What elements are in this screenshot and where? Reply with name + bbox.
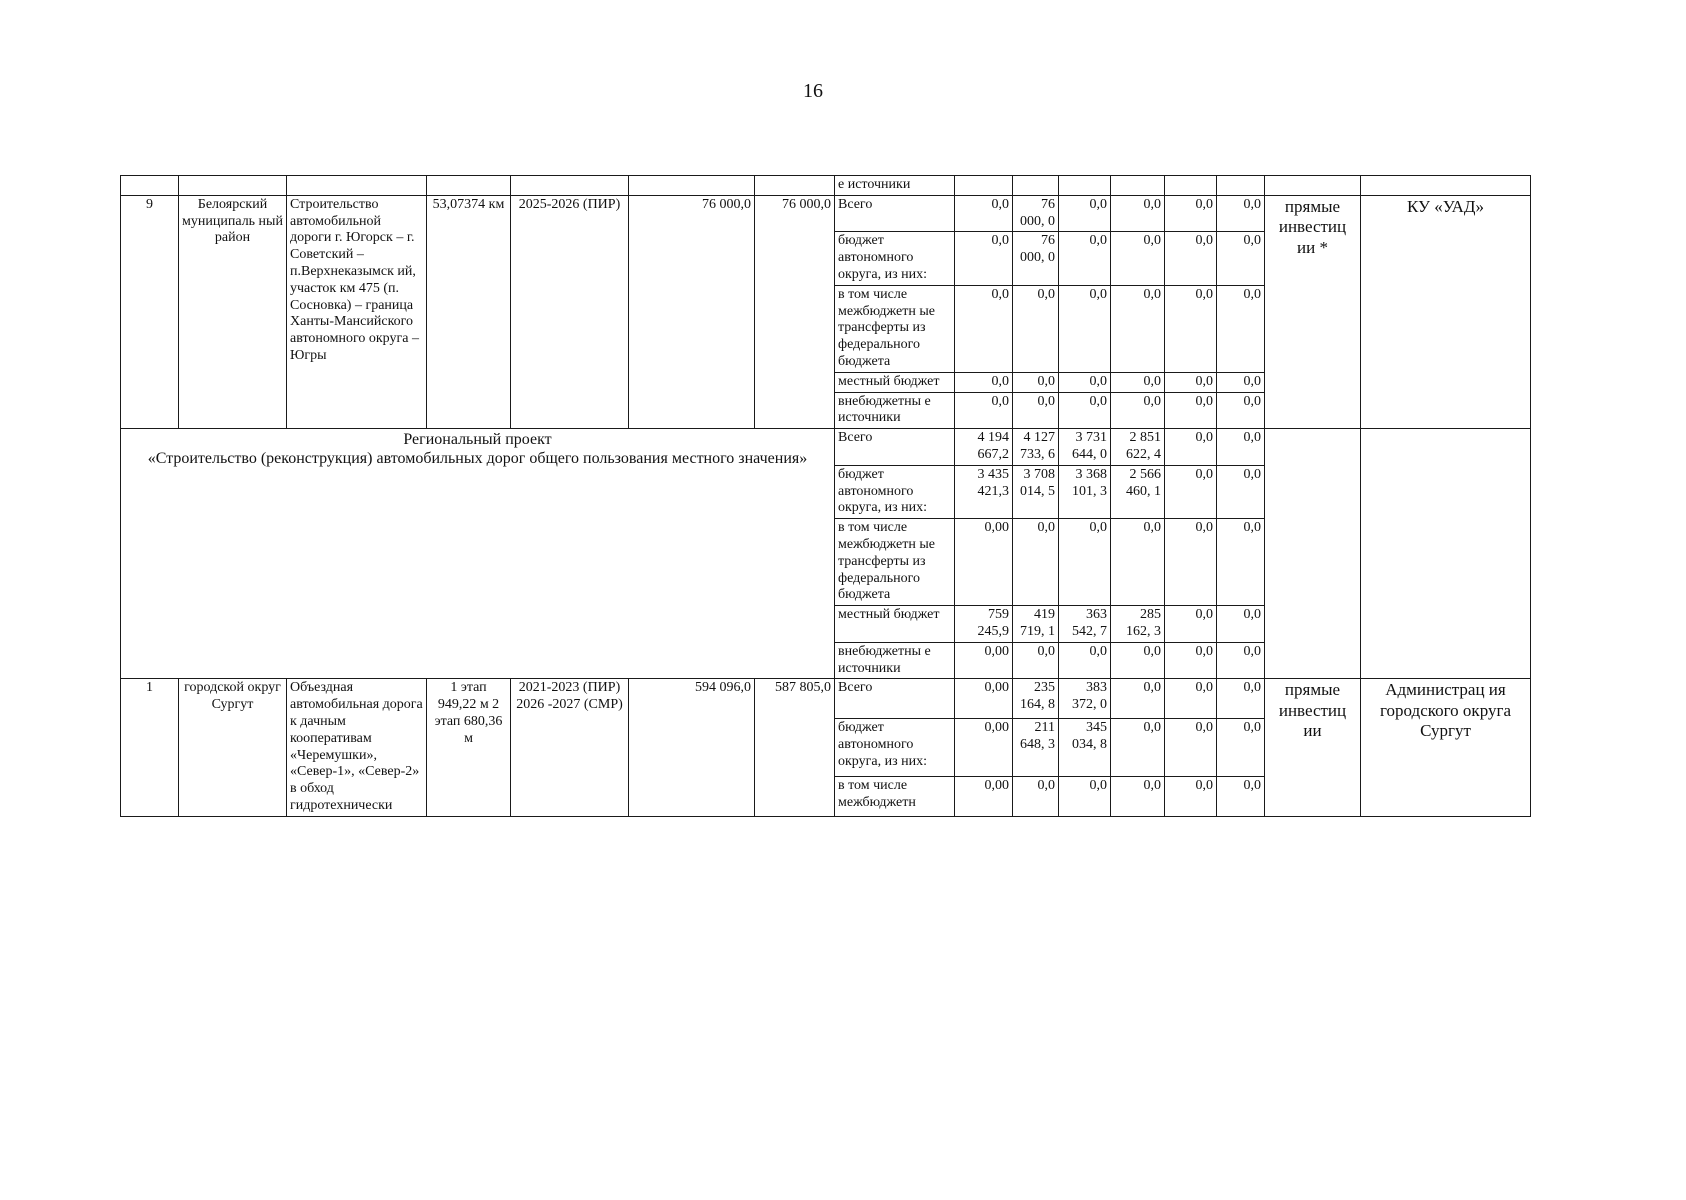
row9-source-total	[121, 195, 1531, 232]
value-cell: 235 164, 8	[1013, 679, 1059, 719]
source-label: бюджет автономного округа, из них:	[835, 719, 955, 777]
value-cell: 0,0	[1059, 372, 1111, 392]
value-cell: 0,0	[1111, 679, 1165, 719]
page-number: 16	[803, 80, 823, 102]
remaining-cost: 76 000,0	[755, 195, 835, 428]
source-label: внебюджетны е источники	[835, 392, 955, 429]
value-cell: 0,0	[1217, 429, 1265, 466]
value-cell: 0,0	[1165, 285, 1217, 372]
value-cell: 2 566 460, 1	[1111, 465, 1165, 518]
value-cell: 0,0	[1059, 776, 1111, 816]
value-cell: 0,0	[1217, 776, 1265, 816]
value-cell: 383 372, 0	[1059, 679, 1111, 719]
value-cell: 0,0	[1217, 679, 1265, 719]
value-cell: 363 542, 7	[1059, 606, 1111, 643]
continuation-row	[121, 176, 1531, 196]
value-cell: 0,0	[1217, 285, 1265, 372]
value-cell: 0,0	[1165, 719, 1217, 777]
value-cell: 419 719, 1	[1013, 606, 1059, 643]
value-cell: 0,0	[1217, 195, 1265, 232]
value-cell: 0,0	[955, 195, 1013, 232]
value-cell: 0,0	[1217, 519, 1265, 606]
source-label: Всего	[835, 679, 955, 719]
value-cell: 0,0	[1059, 392, 1111, 429]
value-cell: 0,0	[1165, 429, 1217, 466]
value-cell: 0,0	[1165, 195, 1217, 232]
value-cell: 0,0	[1111, 232, 1165, 285]
value-cell: 0,0	[1217, 372, 1265, 392]
source-label: местный бюджет	[835, 606, 955, 643]
remaining-cost: 587 805,0	[755, 679, 835, 816]
source-label: е источники	[835, 176, 955, 196]
row1-source-total	[121, 679, 1531, 719]
object-name: Объездная автомобильная дорога к дачным кооперативам «Черемушки», «Север-1», «Север-2» в обход гидротехнически	[287, 679, 427, 816]
period: 2021-2023 (ПИР) 2026 -2027 (СМР)	[511, 679, 629, 816]
total-cost: 76 000,0	[629, 195, 755, 428]
value-cell: 0,0	[1013, 285, 1059, 372]
value-cell: 0,0	[1059, 232, 1111, 285]
value-cell: 0,0	[1217, 232, 1265, 285]
value-cell: 0,0	[955, 392, 1013, 429]
value-cell: 0,0	[1165, 776, 1217, 816]
value-cell: 285 162, 3	[1111, 606, 1165, 643]
value-cell: 211 648, 3	[1013, 719, 1059, 777]
municipality: Белоярский муниципаль ный район	[179, 195, 287, 428]
value-cell: 0,00	[955, 776, 1013, 816]
value-cell: 0,00	[955, 642, 1013, 679]
value-cell: 76 000, 0	[1013, 195, 1059, 232]
value-cell: 0,0	[1111, 719, 1165, 777]
source-label: бюджет автономного округа, из них:	[835, 465, 955, 518]
value-cell: 0,0	[1165, 392, 1217, 429]
value-cell: 0,0	[1165, 232, 1217, 285]
source-label: внебюджетны е источники	[835, 642, 955, 679]
value-cell: 0,0	[1165, 679, 1217, 719]
value-cell: 0,0	[1217, 642, 1265, 679]
executor: Администрац ия городского округа Сургут	[1361, 679, 1531, 816]
value-cell: 0,00	[955, 719, 1013, 777]
value-cell: 0,0	[1165, 519, 1217, 606]
value-cell: 0,0	[1013, 519, 1059, 606]
object-length: 53,07374 км	[427, 195, 511, 428]
value-cell: 0,0	[1165, 606, 1217, 643]
object-name: Строительство автомобильной дороги г. Югорск – г. Советский – п.Верхнеказымск ий, участок км 475 (п. Сосновка) – граница Ханты-Мансийского автономного округа – Югры	[287, 195, 427, 428]
value-cell: 3 368 101, 3	[1059, 465, 1111, 518]
investment-table	[120, 175, 1531, 817]
value-cell: 0,0	[1111, 642, 1165, 679]
value-cell: 345 034, 8	[1059, 719, 1111, 777]
row-index: 9	[121, 195, 179, 428]
object-length: 1 этап 949,22 м 2 этап 680,36 м	[427, 679, 511, 816]
value-cell: 0,0	[1165, 642, 1217, 679]
value-cell: 0,0	[955, 285, 1013, 372]
value-cell: 0,00	[955, 679, 1013, 719]
period: 2025-2026 (ПИР)	[511, 195, 629, 428]
value-cell: 4 127 733, 6	[1013, 429, 1059, 466]
value-cell: 3 731 644, 0	[1059, 429, 1111, 466]
source-label: в том числе межбюджетн ые трансферты из федерального бюджета	[835, 519, 955, 606]
source-label: местный бюджет	[835, 372, 955, 392]
value-cell: 4 194 667,2	[955, 429, 1013, 466]
value-cell: 0,0	[1059, 195, 1111, 232]
value-cell: 0,0	[1217, 606, 1265, 643]
value-cell: 0,0	[1111, 776, 1165, 816]
value-cell: 0,0	[1013, 776, 1059, 816]
value-cell: 0,0	[1013, 392, 1059, 429]
source-label: в том числе межбюджетн	[835, 776, 955, 816]
value-cell: 0,0	[1111, 372, 1165, 392]
value-cell: 0,0	[1217, 465, 1265, 518]
empty-investment-cell	[1265, 429, 1361, 679]
row-index: 1	[121, 679, 179, 816]
value-cell: 0,0	[1013, 642, 1059, 679]
value-cell: 0,0	[1217, 719, 1265, 777]
value-cell: 3 435 421,3	[955, 465, 1013, 518]
investment-type: прямые инвестиц ии	[1265, 679, 1361, 816]
municipality: городской округ Сургут	[179, 679, 287, 816]
value-cell: 0,00	[955, 519, 1013, 606]
value-cell: 0,0	[1059, 285, 1111, 372]
value-cell: 76 000, 0	[1013, 232, 1059, 285]
value-cell: 0,0	[1111, 519, 1165, 606]
source-label: в том числе межбюджетн ые трансферты из федерального бюджета	[835, 285, 955, 372]
value-cell: 0,0	[955, 372, 1013, 392]
source-label: бюджет автономного округа, из них:	[835, 232, 955, 285]
source-label: Всего	[835, 195, 955, 232]
source-label: Всего	[835, 429, 955, 466]
value-cell: 0,0	[1059, 642, 1111, 679]
value-cell: 2 851 622, 4	[1111, 429, 1165, 466]
project-title-line2: «Строительство (реконструкция) автомобильных дорог общего пользования местного значения»	[147, 450, 808, 468]
value-cell: 0,0	[1111, 392, 1165, 429]
value-cell: 0,0	[1013, 372, 1059, 392]
value-cell: 0,0	[1217, 392, 1265, 429]
project-source-total	[121, 429, 1531, 466]
value-cell: 0,0	[1059, 519, 1111, 606]
value-cell: 0,0	[1111, 195, 1165, 232]
value-cell: 0,0	[1111, 285, 1165, 372]
value-cell: 0,0	[1165, 465, 1217, 518]
total-cost: 594 096,0	[629, 679, 755, 816]
project-title-line1: Региональный проект	[403, 431, 552, 449]
empty-executor-cell	[1361, 429, 1531, 679]
value-cell: 3 708 014, 5	[1013, 465, 1059, 518]
investment-type: прямые инвестиц ии *	[1265, 195, 1361, 428]
value-cell: 0,0	[1165, 372, 1217, 392]
value-cell: 759 245,9	[955, 606, 1013, 643]
value-cell: 0,0	[955, 232, 1013, 285]
executor: КУ «УАД»	[1361, 195, 1531, 428]
regional-project-title	[121, 429, 835, 679]
